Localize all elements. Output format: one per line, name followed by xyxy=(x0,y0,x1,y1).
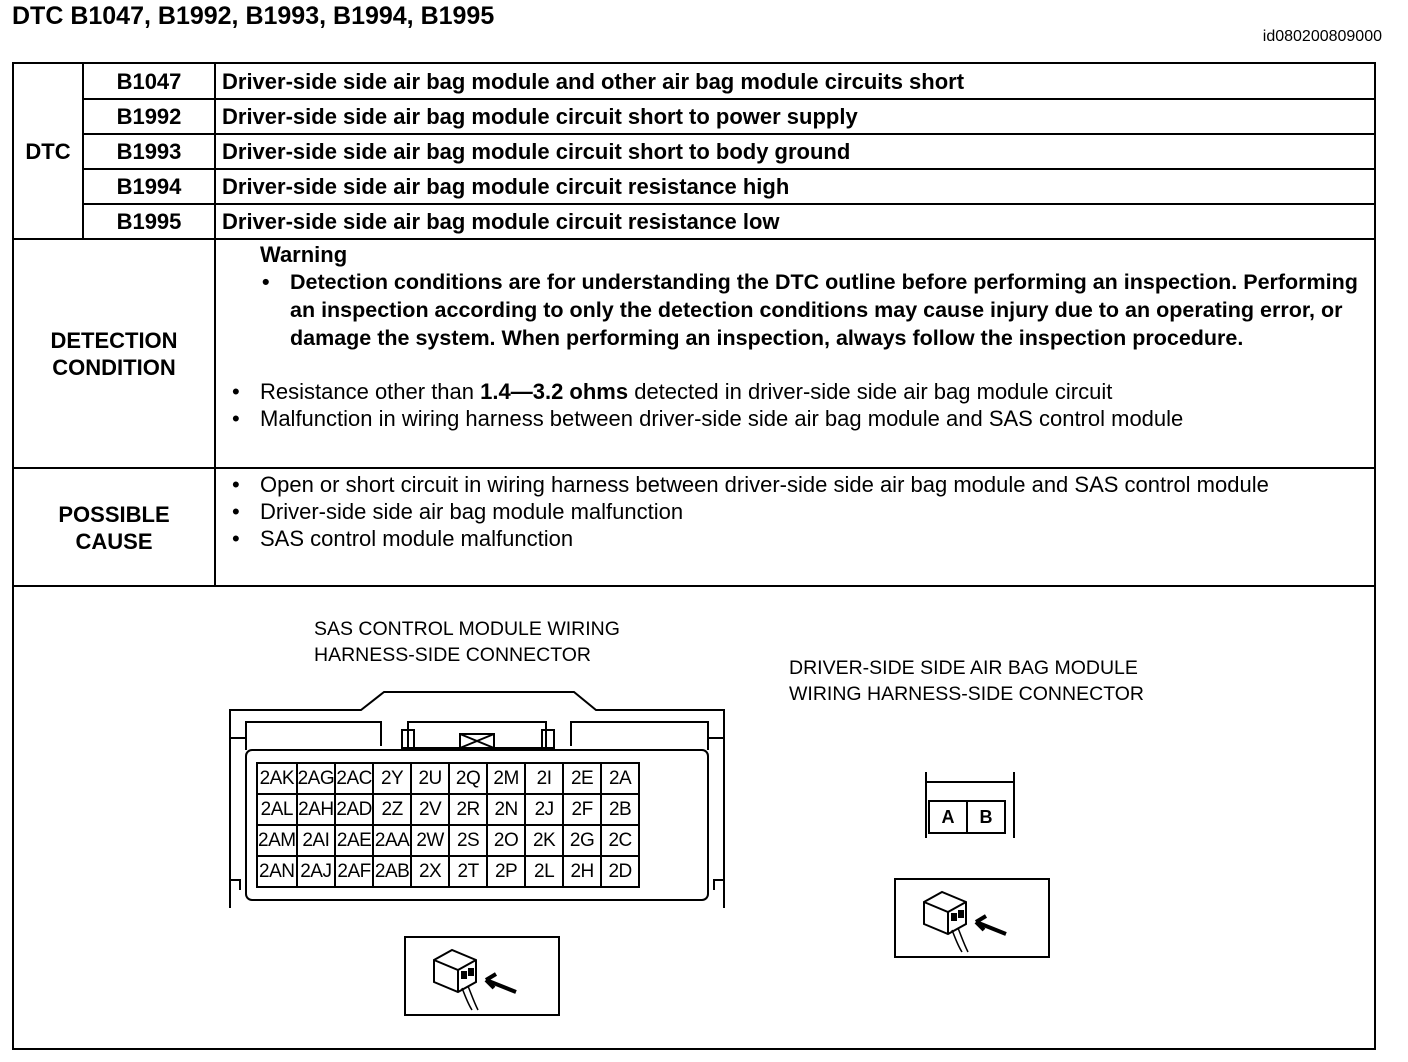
sas-pin-grid xyxy=(256,762,640,888)
dtc-description: Driver-side side air bag module circuit resistance low xyxy=(222,208,780,234)
pin-2J: 2J xyxy=(525,794,563,825)
pin-2AG: 2AG xyxy=(297,763,336,794)
pin-2AI: 2AI xyxy=(297,825,336,856)
dtc-code: B1047 xyxy=(116,68,182,94)
pin-2N: 2N xyxy=(487,794,525,825)
pin-2AK: 2AK xyxy=(257,763,297,794)
dtc-description: Driver-side side air bag module circuit short to power supply xyxy=(222,103,858,129)
pin-B: B xyxy=(967,801,1005,833)
document-id: id080200809000 xyxy=(1262,28,1382,45)
dtc-description: Driver-side side air bag module circuit resistance high xyxy=(222,173,790,199)
possible-cause-content xyxy=(228,471,1368,552)
pin-2AL: 2AL xyxy=(257,794,297,825)
pin-2T: 2T xyxy=(449,856,487,887)
pin-2AN: 2AN xyxy=(257,856,297,887)
dtc-code: B1993 xyxy=(116,138,182,164)
pin-2AJ: 2AJ xyxy=(297,856,336,887)
pin-2O: 2O xyxy=(487,825,525,856)
dtc-code: B1992 xyxy=(116,103,182,129)
detection-condition-label: DETECTION CONDITION xyxy=(50,328,178,380)
connector-view-icon xyxy=(894,878,1050,958)
pin-2S: 2S xyxy=(449,825,487,856)
pin-2H: 2H xyxy=(563,856,601,887)
pin-2Z: 2Z xyxy=(373,794,411,825)
pin-2L: 2L xyxy=(525,856,563,887)
cause-bullet: • SAS control module malfunction xyxy=(228,525,1368,552)
detection-condition-content xyxy=(228,242,1368,432)
pin-2U: 2U xyxy=(411,763,449,794)
possible-cause-label: POSSIBLE CAUSE xyxy=(58,501,170,554)
pin-2AH: 2AH xyxy=(297,794,336,825)
dtc-code: B1994 xyxy=(116,173,182,199)
pin-A: A xyxy=(929,801,967,833)
pin-2W: 2W xyxy=(411,825,449,856)
pin-2E: 2E xyxy=(563,763,601,794)
pin-2AB: 2AB xyxy=(373,856,411,887)
dtc-label: DTC xyxy=(25,139,71,164)
pin-2I: 2I xyxy=(525,763,563,794)
airbag-pin-grid xyxy=(928,800,1006,834)
pin-2AC: 2AC xyxy=(335,763,373,794)
pin-2B: 2B xyxy=(601,794,639,825)
pin-2AF: 2AF xyxy=(335,856,373,887)
dtc-code: B1995 xyxy=(116,208,182,234)
warning-title: Warning xyxy=(260,242,348,267)
pin-2Q: 2Q xyxy=(449,763,487,794)
airbag-connector-caption: DRIVER-SIDE SIDE AIR BAG MODULE WIRING HARNESS-SIDE CONNECTOR xyxy=(789,657,1144,705)
pin-2AA: 2AA xyxy=(373,825,411,856)
detection-bullet: • Malfunction in wiring harness between driver-side side air bag module and SAS control module xyxy=(228,405,1368,432)
pin-2P: 2P xyxy=(487,856,525,887)
dtc-description: Driver-side side air bag module circuit short to body ground xyxy=(222,138,851,164)
pin-2D: 2D xyxy=(601,856,639,887)
cause-bullet: • Driver-side side air bag module malfunction xyxy=(228,498,1368,525)
pin-2X: 2X xyxy=(411,856,449,887)
pin-2M: 2M xyxy=(487,763,525,794)
cause-bullet: • Open or short circuit in wiring harness between driver-side side air bag module and SAS control module xyxy=(228,471,1368,498)
pin-2G: 2G xyxy=(563,825,601,856)
dtc-description: Driver-side side air bag module and other air bag module circuits short xyxy=(222,68,965,94)
pin-2F: 2F xyxy=(563,794,601,825)
pin-2V: 2V xyxy=(411,794,449,825)
pin-2R: 2R xyxy=(449,794,487,825)
pin-2A: 2A xyxy=(601,763,639,794)
warning-text: • Detection conditions are for understanding the DTC outline before performing an inspection. Performing an inspection according to only the detection conditions may cause injury due to an operating error, or damage the system. When performing an inspection, always follow the inspection procedure. xyxy=(260,268,1368,352)
pin-2C: 2C xyxy=(601,825,639,856)
sas-connector-caption: SAS CONTROL MODULE WIRING HARNESS-SIDE CONNECTOR xyxy=(314,618,620,666)
detection-bullet: • Resistance other than 1.4—3.2 ohms detected in driver-side side air bag module circuit xyxy=(228,378,1368,405)
pin-2AD: 2AD xyxy=(335,794,373,825)
pin-2AM: 2AM xyxy=(257,825,297,856)
pin-2AE: 2AE xyxy=(335,825,373,856)
pin-2Y: 2Y xyxy=(373,763,411,794)
page-title: DTC B1047, B1992, B1993, B1994, B1995 xyxy=(12,2,495,30)
pin-2K: 2K xyxy=(525,825,563,856)
connector-view-icon xyxy=(404,936,560,1016)
